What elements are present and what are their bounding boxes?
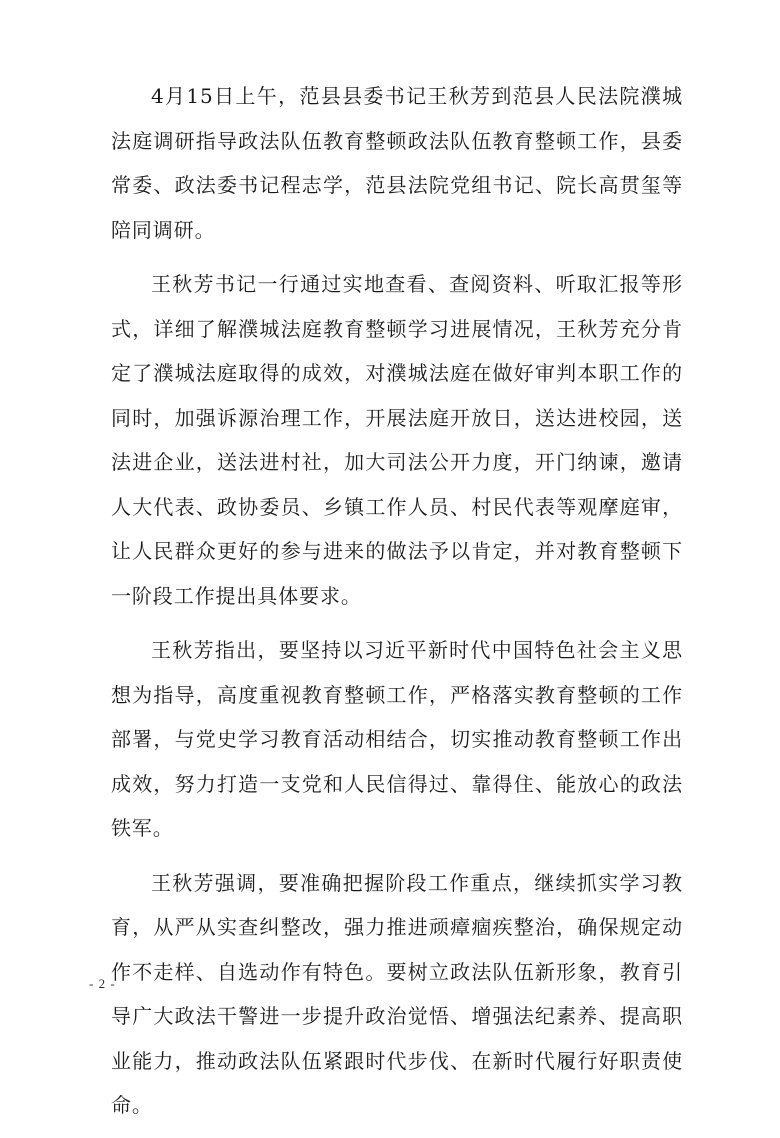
page-number: - 2 - [89, 976, 116, 991]
paragraph-3: 王秋芳指出，要坚持以习近平新时代中国特色社会主义思想为指导，高度重视教育整顿工作，严格落实教育整顿的工作部署，与党史学习教育活动相结合，切实推动教育整顿工作出成效，努力打造一支党和人民信得过、靠得住、能放心的政法铁军。 [111, 638, 683, 840]
paragraph-1: 4月15日上午，范县县委书记王秋芳到范县人民法院濮城法庭调研指导政法队伍教育整顿政法队伍教育整顿工作，县委常委、政法委书记程志学，范县法院党组书记、院长高贯玺等陪同调研。 [111, 84, 683, 242]
paragraph-4: 王秋芳强调，要准确把握阶段工作重点，继续抓实学习教育，从严从实查纠整改，强力推进顽瘴痼疾整治，确保规定动作不走样、自选动作有特色。要树立政法队伍新形象，教育引导广大政法干警进一步提升政治觉悟、增强法纪素养、提高职业能力，推动政法队伍紧跟时代步伐、在新时代履行好职责使命。 [111, 870, 683, 1117]
document-body [111, 74, 683, 1138]
paragraph-2: 王秋芳书记一行通过实地查看、查阅资料、听取汇报等形式，详细了解濮城法庭教育整顿学习进展情况，王秋芳充分肯定了濮城法庭取得的成效，对濮城法庭在做好审判本职工作的同时，加强诉源治理工作，开展法庭开放日，送达进校园，送法进企业，送法进村社，加大司法公开力度，开门纳谏，邀请人大代表、政协委员、乡镇工作人员、村民代表等观摩庭审，让人民群众更好的参与进来的做法予以肯定，并对教育整顿下一阶段工作提出具体要求。 [111, 272, 683, 608]
